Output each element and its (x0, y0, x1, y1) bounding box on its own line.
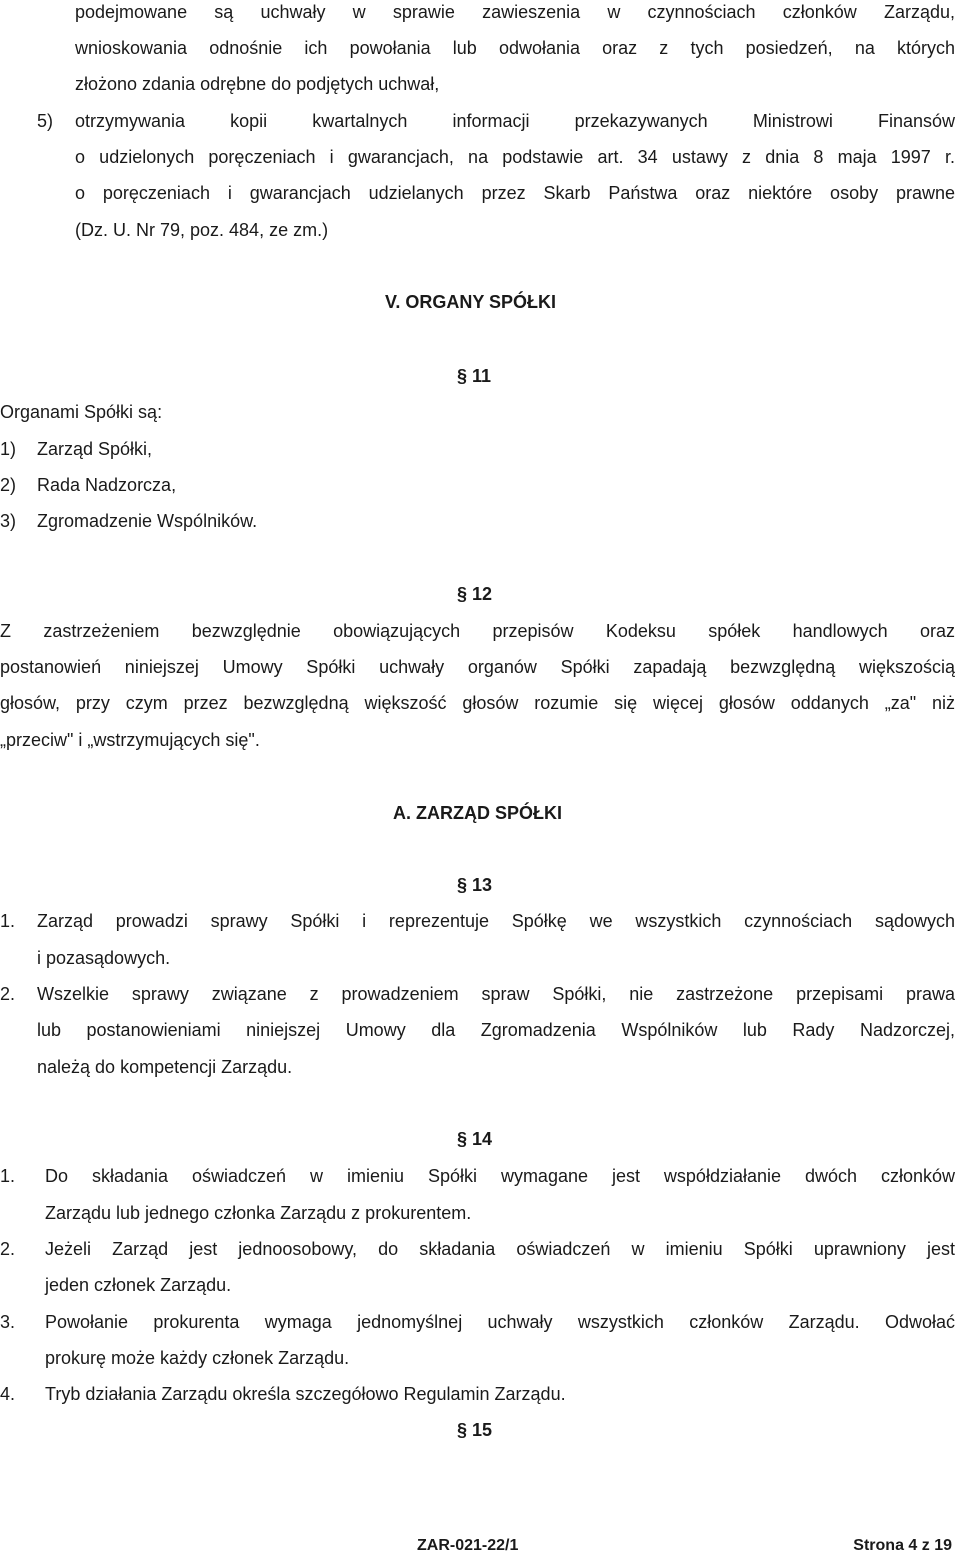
list-number: 3) (0, 511, 17, 531)
paragraph-line: postanowień niniejszej Umowy Spółki uchwały organów Spółki zapadają bezwzględną większością (0, 657, 955, 677)
paragraph-line: Powołanie prokurenta wymaga jednomyślnej uchwały wszystkich członków Zarządu. Odwołać (45, 1312, 955, 1332)
page-number: Strona 4 z 19 (853, 1537, 952, 1554)
paragraph-line: należą do kompetencji Zarządu. (37, 1057, 293, 1077)
list-number: 1) (0, 439, 17, 459)
paragraph-line: podejmowane są uchwały w sprawie zawieszenia w czynnościach członków Zarządu, (75, 2, 955, 22)
list-number: 3. (0, 1312, 16, 1332)
paragraph-line: o udzielonych poręczeniach i gwarancjach, na podstawie art. 34 ustawy z dnia 8 maja 1997 r. (75, 147, 955, 167)
paragraph-line: Do składania oświadczeń w imieniu Spółki wymagane jest współdziałanie dwóch członków (45, 1166, 955, 1186)
paragraph-line: Z zastrzeżeniem bezwzględnie obowiązujących przepisów Kodeksu spółek handlowych oraz (0, 621, 955, 641)
paragraph-line: prokurę może każdy członek Zarządu. (45, 1348, 350, 1368)
paragraph-line: Wszelkie sprawy związane z prowadzeniem spraw Spółki, nie zastrzeżone przepisami prawa (37, 984, 955, 1004)
section-heading: § 13 (457, 875, 493, 895)
list-number: 5) (37, 111, 54, 131)
list-number: 2. (0, 1239, 16, 1259)
paragraph-line: wnioskowania odnośnie ich powołania lub odwołania oraz z tych posiedzeń, na których (75, 38, 955, 58)
paragraph-line: „przeciw" i „wstrzymujących się". (0, 730, 260, 750)
paragraph-line: i pozasądowych. (37, 948, 171, 968)
section-title: A. ZARZĄD SPÓŁKI (393, 803, 562, 823)
paragraph-line: lub postanowieniami niniejszej Umowy dla Zgromadzenia Wspólników lub Rady Nadzorczej, (37, 1020, 955, 1040)
paragraph-line: Tryb działania Zarządu określa szczegółowo Regulamin Zarządu. (45, 1384, 566, 1404)
paragraph-line: (Dz. U. Nr 79, poz. 484, ze zm.) (75, 220, 329, 240)
paragraph-line: Zarząd prowadzi sprawy Spółki i reprezentuje Spółkę we wszystkich czynnościach sądowych (37, 911, 955, 931)
paragraph-line: otrzymywania kopii kwartalnych informacji przekazywanych Ministrowi Finansów (75, 111, 955, 131)
paragraph-line: głosów, przy czym przez bezwzględną większość głosów rozumie się więcej głosów oddanych „za" niż (0, 693, 955, 713)
document-id: ZAR-021-22/1 (417, 1537, 519, 1554)
section-heading: § 12 (457, 584, 493, 604)
list-number: 1. (0, 911, 16, 931)
chapter-heading: V. ORGANY SPÓŁKI (385, 292, 557, 312)
section-heading: § 15 (457, 1420, 493, 1440)
list-item: Zgromadzenie Wspólników. (37, 511, 258, 531)
list-number: 2) (0, 475, 17, 495)
paragraph-line: jeden członek Zarządu. (45, 1275, 232, 1295)
list-item: Rada Nadzorcza, (37, 475, 177, 495)
list-number: 4. (0, 1384, 16, 1404)
list-item: Zarząd Spółki, (37, 439, 153, 459)
paragraph-line: Jeżeli Zarząd jest jednoosobowy, do składania oświadczeń w imieniu Spółki uprawniony jest (45, 1239, 955, 1259)
paragraph-line: Organami Spółki są: (0, 402, 163, 422)
paragraph-line: o poręczeniach i gwarancjach udzielanych przez Skarb Państwa oraz niektóre osoby prawne (75, 183, 955, 203)
paragraph-line: Zarządu lub jednego członka Zarządu z prokurentem. (45, 1203, 472, 1223)
section-heading: § 14 (457, 1129, 493, 1149)
section-heading: § 11 (457, 366, 492, 386)
paragraph-line: złożono zdania odrębne do podjętych uchwał, (75, 74, 440, 94)
list-number: 1. (0, 1166, 16, 1186)
list-number: 2. (0, 984, 16, 1004)
